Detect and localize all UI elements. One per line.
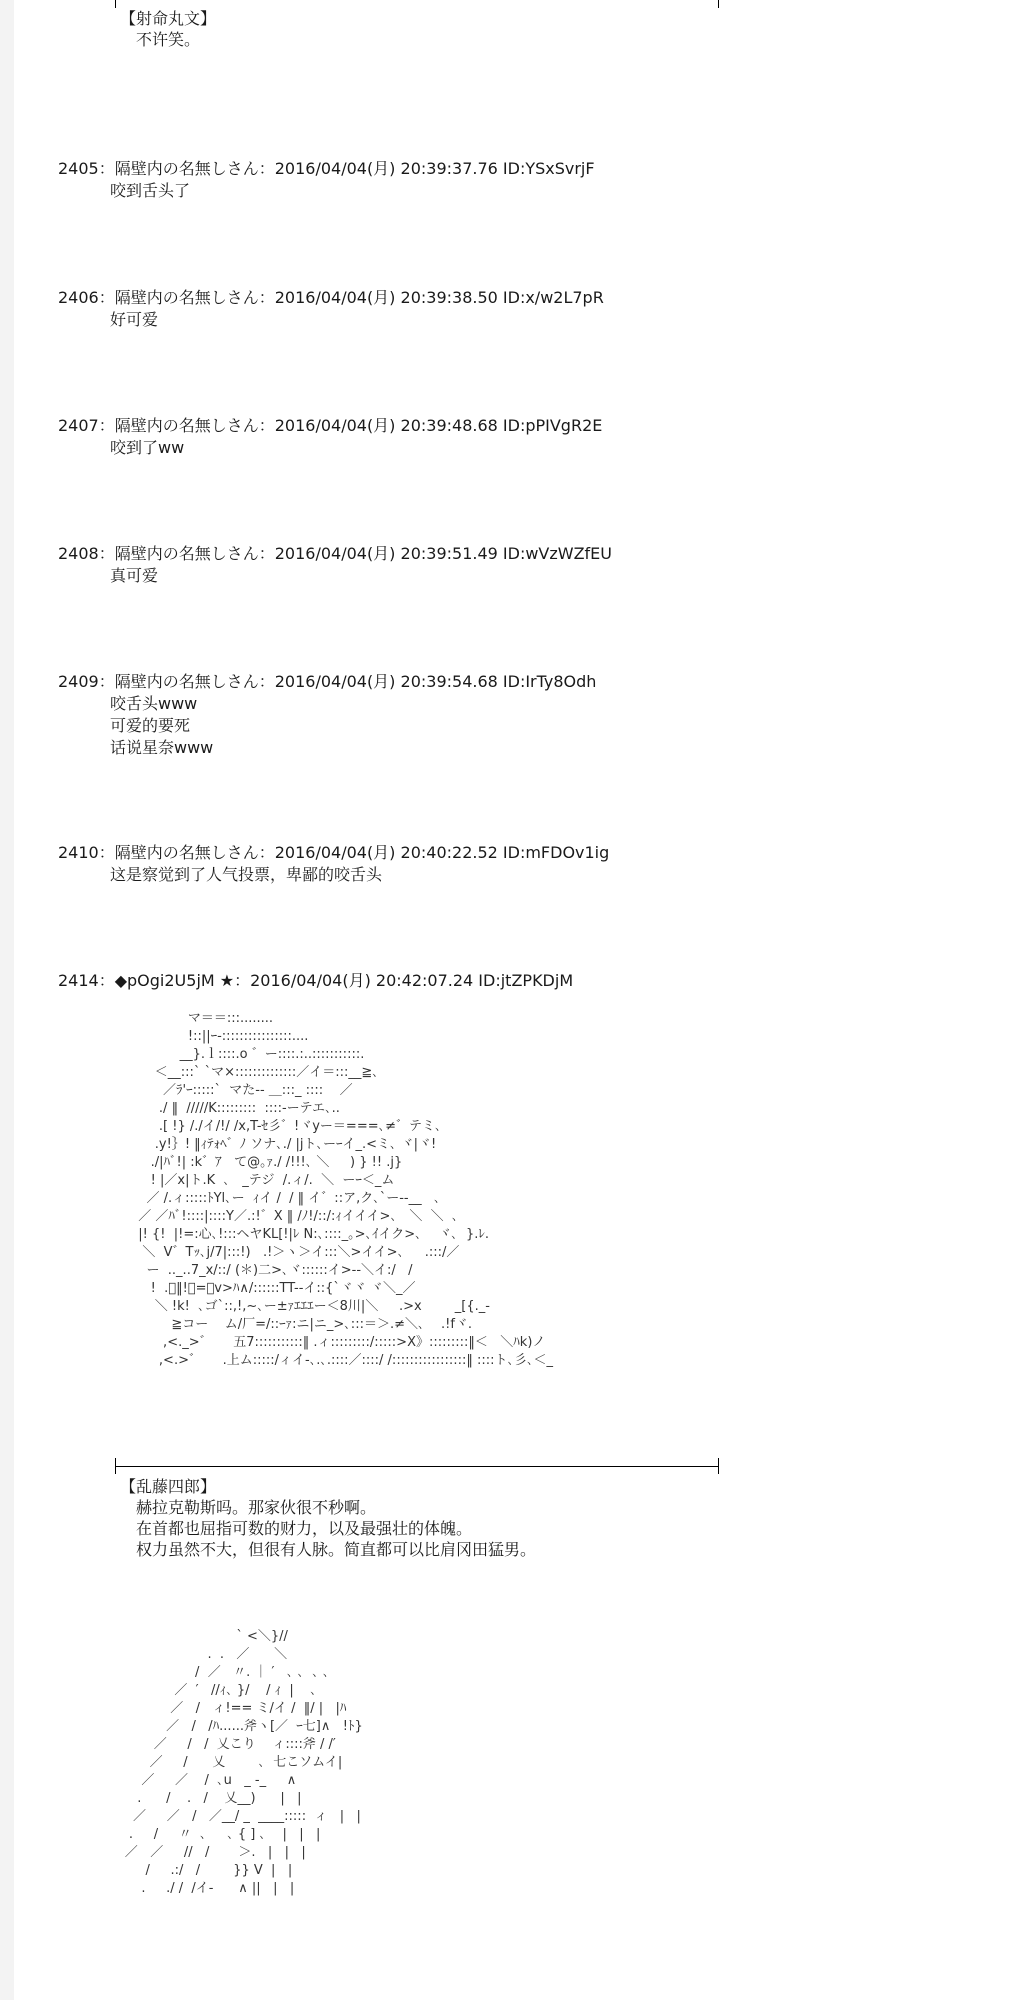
post-2410 xyxy=(58,842,609,886)
ascii-art-character-2: ` <＼}// . . ／ ＼ / ／ 〃. ｜ ′ ､ ､ ､ ､ ／ ′ //ｨ､ }/ / ｨ | ､ ／ / ィ!== ミ/イ / ‖/ | |ﾊ ／ / /ﾊ......斧ヽ[／ ｰ七]∧ !ﾄ} ／ / / 乂こり ィ::::斧 / /′ ／ / 乂 ､ 七こソムイ| ／ ／ / ､u _ -_ ∧ . / . / 乂__) | | ／ ／ / ／__/ _ ____::::: ィ | | . / 〃 ､ ､ { ] ､ | | | ／ ／ // / ＞. | | | / .:/ / }} V | | . ./ / /イ- ∧ || | | xyxy=(124,1629,363,1896)
post-2408 xyxy=(58,543,612,587)
post-header: 2405：隔壁内の名無しさん：2016/04/04(月) 20:39:37.76 ID:YSxSvrjF xyxy=(58,159,595,178)
narration-block-top xyxy=(120,8,216,50)
narration-line: 赫拉克勒斯吗。那家伙很不秒啊。 xyxy=(136,1498,377,1517)
post-line: 好可爱 xyxy=(110,310,159,329)
post-line: 咬到舌头了 xyxy=(110,181,191,200)
post-line: 话说星奈www xyxy=(110,738,214,757)
narration-line: 权力虽然不大，但很有人脉。简直都可以比肩冈田猛男。 xyxy=(136,1540,537,1559)
post-line: 真可爱 xyxy=(110,566,159,585)
narration-line: 在首都也屈指可数的财力，以及最强壮的体魄。 xyxy=(136,1519,473,1538)
frame-cross-left xyxy=(115,1458,116,1474)
post-line: 咬到了ww xyxy=(110,438,185,457)
frame-cross-top-right xyxy=(718,0,719,8)
post-header: 2410：隔壁内の名無しさん：2016/04/04(月) 20:40:22.52 ID:mFDOv1ig xyxy=(58,843,610,862)
speaker-name: 【射命丸文】 xyxy=(120,9,217,28)
ascii-art-character-1: マ＝＝:::........ !::||ｰ-::::::::::::::::.... __}.ｌ::::.o ゛ー::::.:..:::::::::::. ＜__:::` `マ×::::::::::::::／イ＝:::__≧､ ／ﾗ'ｰ:::::` マた-- ＿:::_ :::: ／ ./ ‖ /////K::::::::: ::::-ーテエ､.. .[ !} /./イ/!/ /x,T-ｾ彡゛!ヾyー＝===､≠゛テミ､ .y!｝! ‖ｨﾃｫﾍ゛ﾉ ソナ､./ |jト､ーｰイ_.<ミ､ ヾ|ヾ! ./|ﾊﾞ!| :k゛ｱ て@｡ｧ./ /!!!､ ＼ ) } !! .j} ! |／x|ト.K ､ _テジ /.ィ/. ＼ ーｰ＜_ム ／ /.ィ:::::ﾄYl､ー ｨイ / / ‖ イ゛::ア,ク､`ー--__ ､ ／ ／ﾊﾞ!::::|::::Y／.:!゛X ‖ /ﾉ!/::/:ｨイイイ>､ ＼ ＼ ､ |! {! |!=:心､!:::ヘヤKL[!|ﾚ N:､::::_｡>､ｲイク>､ ヾ､ }.ﾚ. ＼ V゛Tｯ､j/7|:::!) .!＞ヽ＞イ:::＼>イイ>､ .:::/／ ー .._..7_x/::/ (＊)二>､ヾ::::::イ>--＼イ:/ / ! .ﾞ‖!､=､v>ﾊ∧/::::::TT--イ::{`ヾヾ ヾ＼_／ ＼ !k! ､ゴ`::,!,~､ー±ｧｴｴｴー＜8川|＼ .>x _[{._- ≧コー ム/厂=/::ｰｧ:ニ|ニ_>､:::＝＞.≠＼､ .!fヾ. ,<._>゛ 五7:::::::::::‖ .ィ:::::::::/:::::>X》:::::::::‖＜ ＼ﾊk)ノ ,<.>゛ .上ム:::::/ィイ-､.､.::::／::::/ /:::::::::::::::::‖ ::::ト､彡､＜_ xyxy=(138,1011,554,1368)
post-2414 xyxy=(58,970,573,992)
left-margin xyxy=(0,0,14,2000)
narration-block-ranto xyxy=(120,1476,536,1560)
post-header: 2409：隔壁内の名無しさん：2016/04/04(月) 20:39:54.68 ID:IrTy8Odh xyxy=(58,672,597,691)
frame-cross-top-left xyxy=(115,0,116,8)
post-header: 2408：隔壁内の名無しさん：2016/04/04(月) 20:39:51.49 ID:wVzWZfEU xyxy=(58,544,612,563)
post-2406 xyxy=(58,287,604,331)
frame-cross-right xyxy=(718,1458,719,1474)
post-header: 2406：隔壁内の名無しさん：2016/04/04(月) 20:39:38.50 ID:x/w2L7pR xyxy=(58,288,604,307)
post-line: 咬舌头www xyxy=(110,694,198,713)
post-header: 2407：隔壁内の名無しさん：2016/04/04(月) 20:39:48.68 ID:pPIVgR2E xyxy=(58,416,603,435)
post-header: 2414：◆pOgi2U5jM ★：2016/04/04(月) 20:42:07.24 ID:jtZPKDjM xyxy=(58,971,574,990)
post-2407 xyxy=(58,415,602,459)
frame-divider xyxy=(115,1466,719,1467)
post-line: 可爱的要死 xyxy=(110,716,191,735)
post-2405 xyxy=(58,158,595,202)
post-2409 xyxy=(58,671,596,759)
narration-line: 不许笑。 xyxy=(136,30,201,49)
speaker-name: 【乱藤四郎】 xyxy=(120,1477,217,1496)
post-line: 这是察觉到了人气投票，卑鄙的咬舌头 xyxy=(110,865,383,884)
